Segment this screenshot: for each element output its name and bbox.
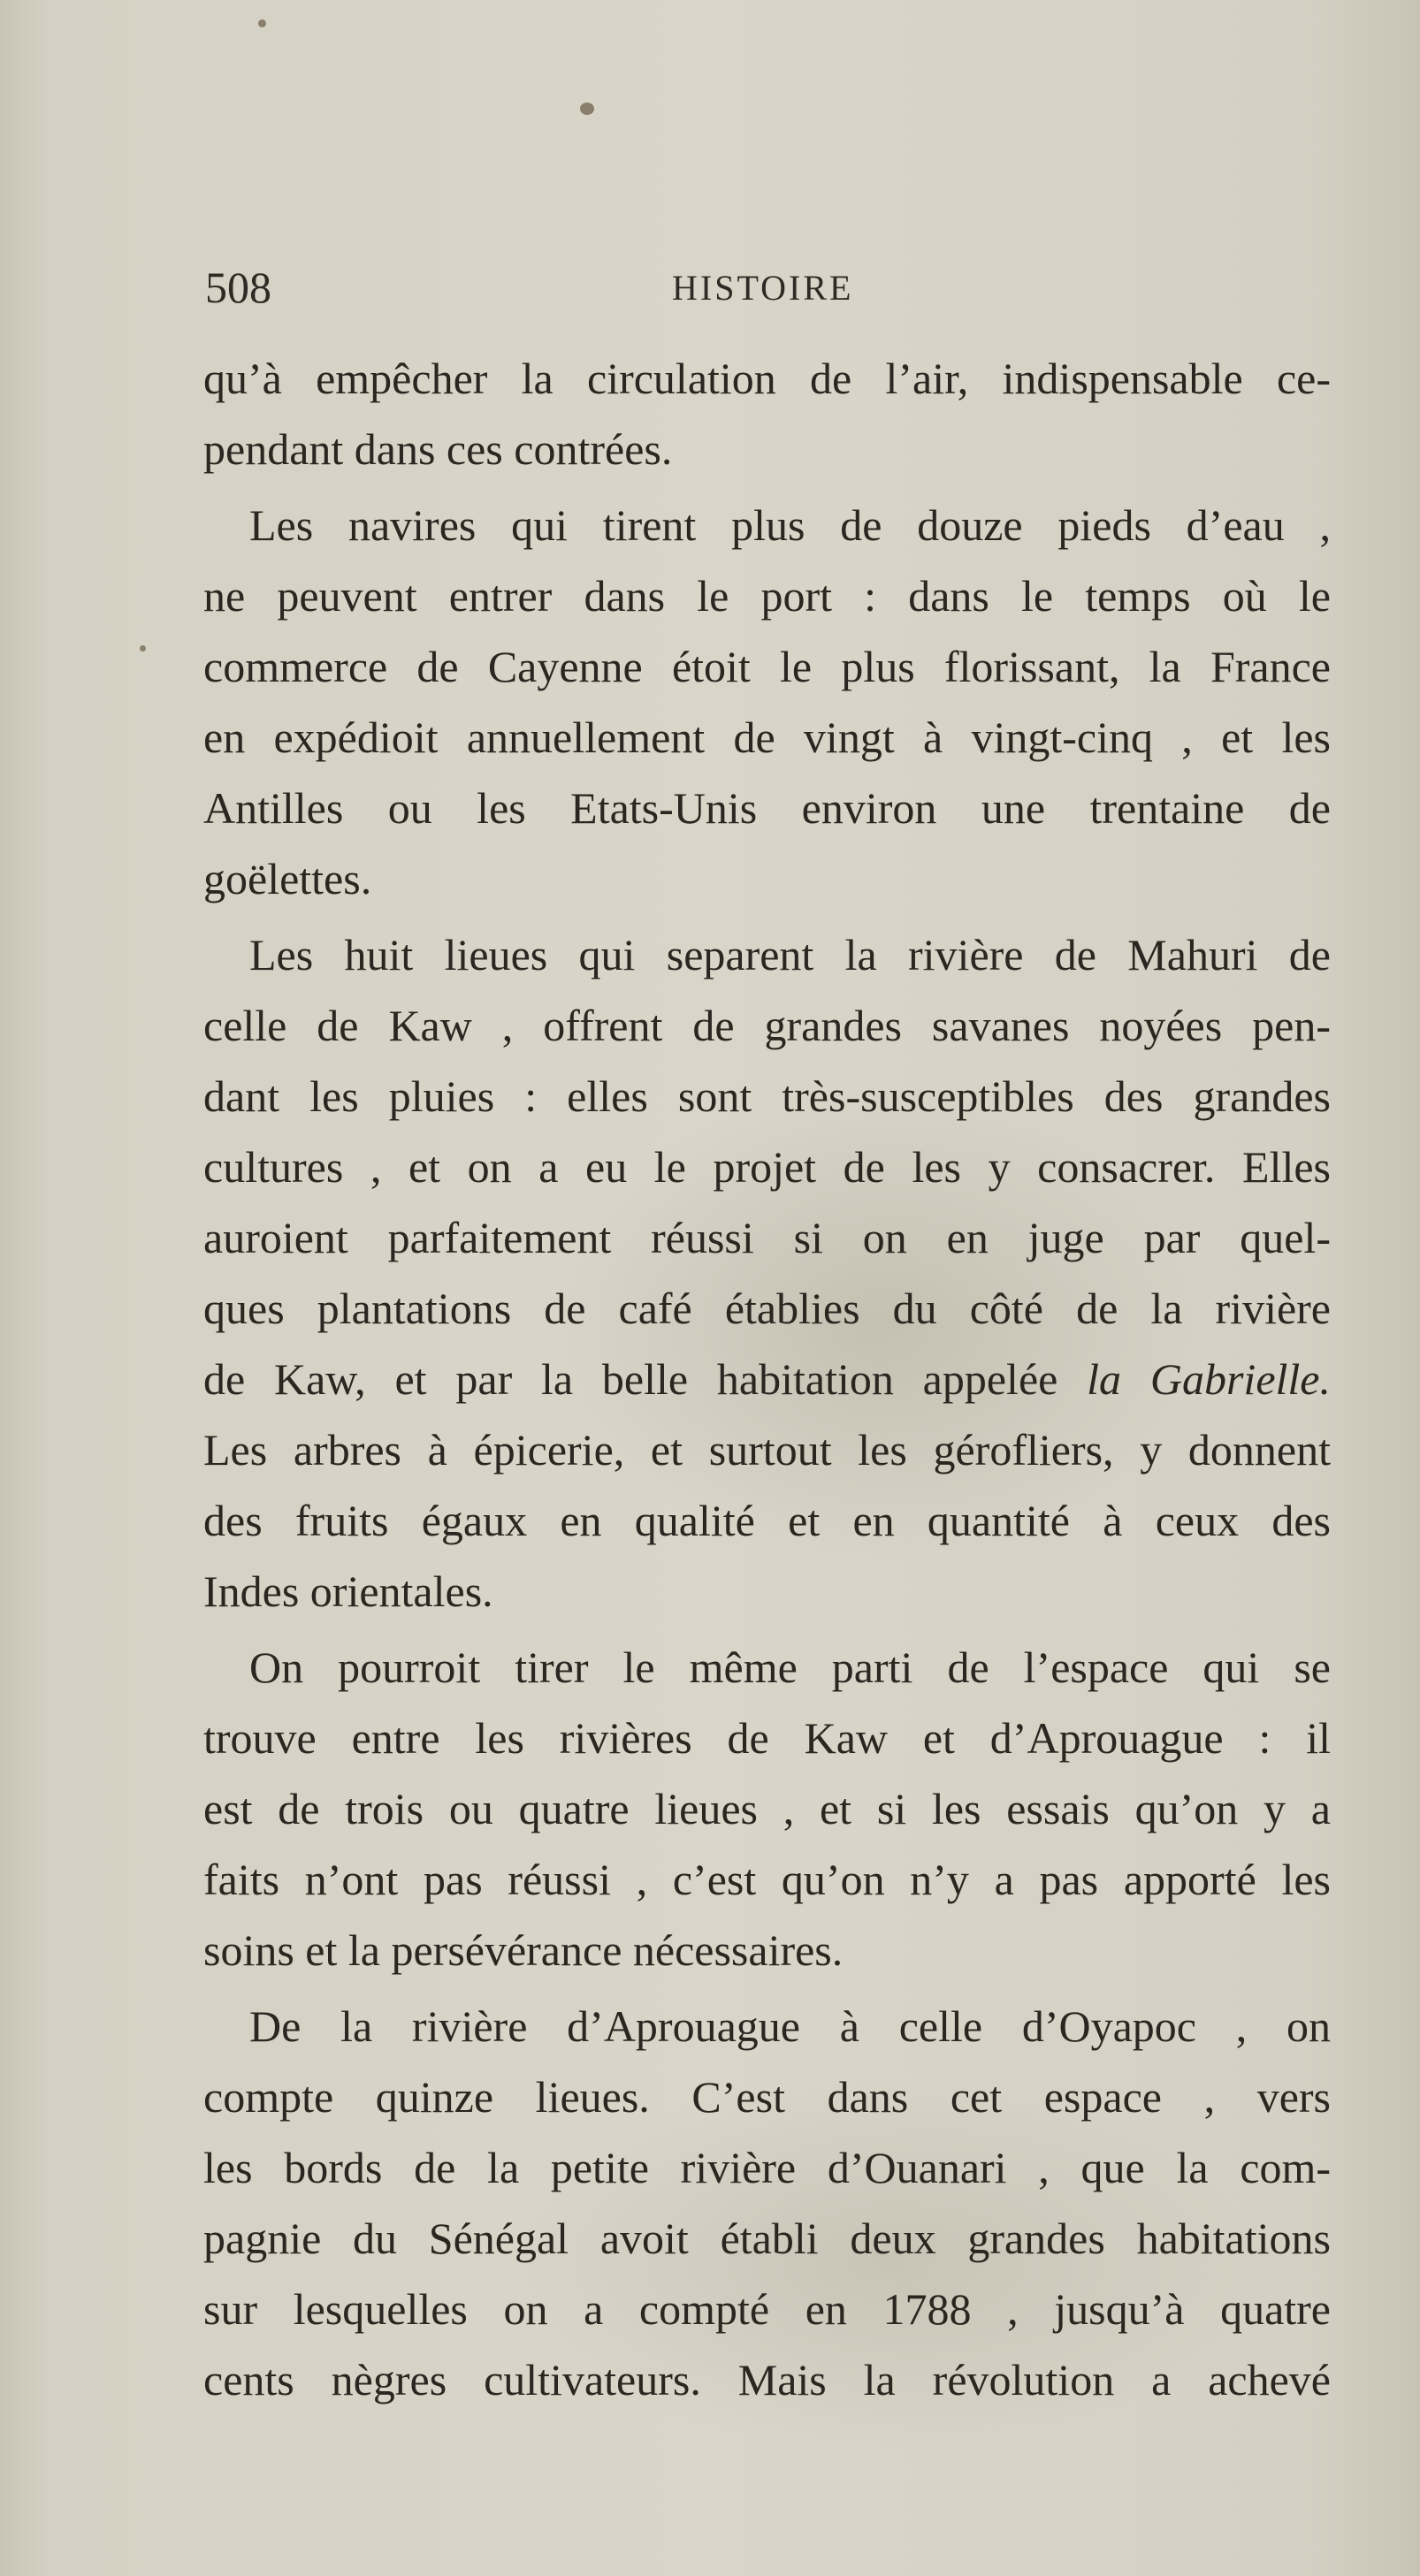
text-line: ques plantations de café établies du côté de la rivière — [203, 1284, 1331, 1333]
text-line: auroient parfaitement réussi si on en juge par quel- — [203, 1213, 1331, 1262]
text-line: pendant dans ces contrées. — [203, 424, 673, 474]
text-line: cents nègres cultivateurs. Mais la révolution a achevé — [203, 2355, 1331, 2405]
ink-spot — [258, 19, 266, 27]
ink-spot — [580, 103, 594, 115]
text-line: trouve entre les rivières de Kaw et d’Aprouague : il — [203, 1713, 1331, 1763]
text-line: celle de Kaw , offrent de grandes savanes noyées pen- — [203, 1001, 1331, 1050]
page-number: 508 — [205, 263, 271, 312]
text-line: compte quinze lieues. C’est dans cet espace , vers — [203, 2072, 1331, 2122]
italic-place-name: la Gabrielle. — [1087, 1354, 1331, 1404]
text-line: dant les pluies : elles sont très-susceptibles des grandes — [203, 1071, 1331, 1121]
text-line: des fruits égaux en qualité et en quantité à ceux des — [203, 1496, 1331, 1545]
text-line: ne peuvent entrer dans le port : dans le temps où le — [203, 571, 1331, 621]
text-line: Indes orientales. — [203, 1566, 493, 1616]
text-line: Les arbres à épicerie, et surtout les gérofliers, y donnent — [203, 1425, 1331, 1475]
text-line-with-italic — [203, 1344, 1331, 1414]
paragraph-first-line: On pourroit tirer le même parti de l’espace qui se — [249, 1642, 1331, 1692]
text-line: sur lesquelles on a compté en 1788 , jusqu’à quatre — [203, 2284, 1331, 2334]
text-line: pagnie du Sénégal avoit établi deux grandes habitations — [203, 2214, 1331, 2263]
text-line: soins et la persévérance nécessaires. — [203, 1925, 844, 1975]
text-line: les bords de la petite rivière d’Ouanari , que la com- — [203, 2143, 1331, 2192]
text-line: cultures , et on a eu le projet de les y consacrer. Elles — [203, 1142, 1331, 1192]
text-line: qu’à empêcher la circulation de l’air, indispensable ce- — [203, 354, 1331, 403]
ink-spot — [140, 645, 146, 652]
text-line: faits n’ont pas réussi , c’est qu’on n’y a pas apporté les — [203, 1855, 1331, 1904]
paragraph-first-line: De la rivière d’Aprouague à celle d’Oyapoc , on — [249, 2001, 1331, 2051]
text-line: est de trois ou quatre lieues , et si les essais qu’on y a — [203, 1784, 1331, 1833]
text-line: commerce de Cayenne étoit le plus florissant, la France — [203, 642, 1331, 691]
paragraph-first-line: Les huit lieues qui separent la rivière de Mahuri de — [249, 930, 1331, 979]
text-line-start: de Kaw, et par la belle habitation appelée — [203, 1354, 1088, 1404]
body-text — [203, 343, 1331, 2415]
text-line: en expédioit annuellement de vingt à vingt-cinq , et les — [203, 713, 1331, 762]
running-head — [205, 262, 1330, 318]
text-line: goëlettes. — [203, 854, 372, 903]
text-line: Antilles ou les Etats-Unis environ une trentaine de — [203, 783, 1331, 833]
running-title: HISTOIRE — [672, 268, 854, 308]
paragraph-first-line: Les navires qui tirent plus de douze pieds d’eau , — [249, 500, 1331, 550]
